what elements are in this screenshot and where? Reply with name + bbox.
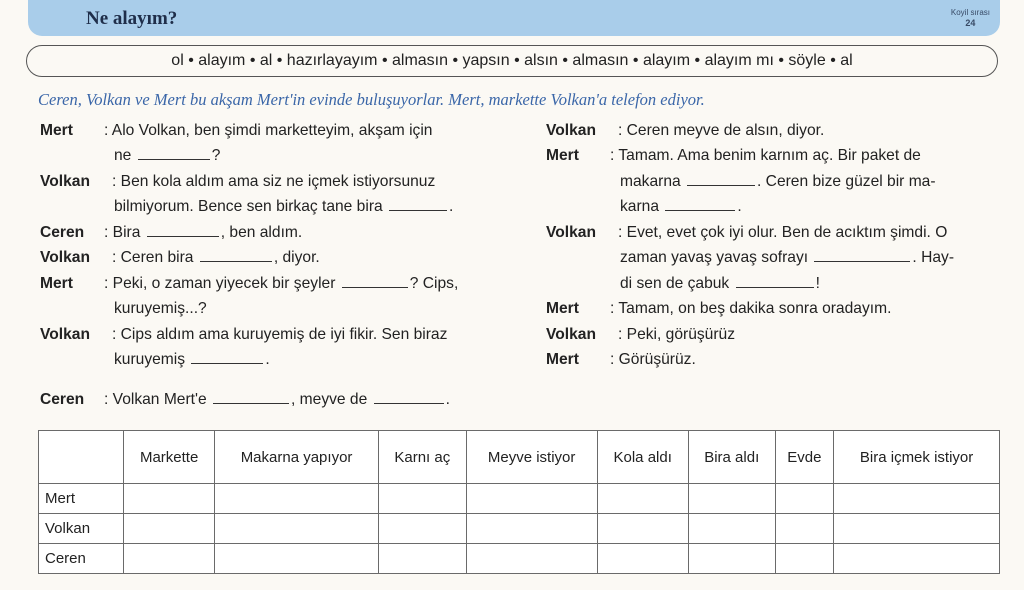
dialogue-line bbox=[546, 298, 891, 320]
line-text: ! bbox=[815, 275, 820, 292]
column-header: Karnı aç bbox=[378, 431, 466, 484]
line-text: ? Cips, bbox=[409, 275, 459, 292]
line-text: : Görüşürüz. bbox=[610, 351, 696, 368]
answer-table bbox=[38, 430, 1000, 574]
answer-cell[interactable] bbox=[597, 484, 688, 514]
dialogue-line bbox=[620, 196, 742, 218]
dialogue-line bbox=[40, 247, 320, 269]
speaker-name: Volkan bbox=[546, 224, 596, 241]
table-row bbox=[39, 544, 1000, 574]
line-text: . bbox=[445, 391, 450, 408]
page-title: Ne alayım? bbox=[86, 8, 178, 29]
table-row bbox=[39, 514, 1000, 544]
dialogue-line bbox=[40, 171, 435, 193]
speaker-name: Mert bbox=[40, 275, 73, 292]
line-text: karna bbox=[620, 198, 660, 215]
line-text: . bbox=[265, 351, 270, 368]
line-text: : Cips aldım ama kuruyemiş de iyi fikir. Sen biraz bbox=[112, 326, 448, 343]
column-header: Bira aldı bbox=[688, 431, 775, 484]
line-text: : Peki, o zaman yiyecek bir şeyler bbox=[104, 275, 336, 292]
answer-cell[interactable] bbox=[466, 544, 597, 574]
speaker-name: Volkan bbox=[40, 173, 90, 190]
line-text: : Ceren bira bbox=[112, 249, 194, 266]
speaker-name: Volkan bbox=[546, 122, 596, 139]
line-text: ne bbox=[114, 147, 132, 164]
line-text: : Ben kola aldım ama siz ne içmek istiyorsunuz bbox=[112, 173, 436, 190]
line-text: . Hay- bbox=[912, 249, 955, 266]
dialogue-line bbox=[40, 389, 450, 411]
dialogue-line bbox=[546, 349, 696, 371]
answer-cell[interactable] bbox=[466, 484, 597, 514]
answer-cell[interactable] bbox=[775, 514, 834, 544]
dialogue-left bbox=[40, 120, 520, 420]
answer-cell[interactable] bbox=[124, 544, 215, 574]
speaker-name: Mert bbox=[546, 147, 579, 164]
line-text: kuruyemiş bbox=[114, 351, 186, 368]
badge-number: 24 bbox=[965, 18, 976, 28]
dialogue-line bbox=[114, 145, 220, 167]
answer-blank[interactable] bbox=[147, 222, 219, 237]
dialogue-line bbox=[546, 145, 921, 167]
line-text: , meyve de bbox=[291, 391, 368, 408]
dialogue-line bbox=[40, 120, 432, 142]
corner-cell bbox=[39, 431, 124, 484]
answer-cell[interactable] bbox=[124, 514, 215, 544]
line-text: makarna bbox=[620, 173, 681, 190]
answer-blank[interactable] bbox=[814, 247, 910, 262]
speaker-name: Ceren bbox=[40, 391, 85, 408]
answer-cell[interactable] bbox=[466, 514, 597, 544]
dialogue-line bbox=[546, 120, 824, 142]
speaker-name: Volkan bbox=[40, 249, 90, 266]
answer-cell[interactable] bbox=[378, 484, 466, 514]
answer-cell[interactable] bbox=[688, 484, 775, 514]
answer-blank[interactable] bbox=[213, 389, 289, 404]
answer-blank[interactable] bbox=[374, 389, 444, 404]
line-text: zaman yavaş yavaş sofrayı bbox=[620, 249, 809, 266]
line-text: . bbox=[737, 198, 742, 215]
answer-blank[interactable] bbox=[389, 196, 447, 211]
row-label: Volkan bbox=[39, 514, 124, 544]
answer-cell[interactable] bbox=[378, 544, 466, 574]
dialogue-line bbox=[40, 222, 302, 244]
intro-text: Ceren, Volkan ve Mert bu akşam Mert'in evinde buluşuyorlar. Mert, markette Volkan'a telefon ediyor. bbox=[38, 90, 705, 109]
table-header-row bbox=[39, 431, 1000, 484]
speaker-name: Mert bbox=[40, 122, 73, 139]
column-header: Makarna yapıyor bbox=[215, 431, 379, 484]
line-text: : Tamam, on beş dakika sonra oradayım. bbox=[610, 300, 892, 317]
table-row bbox=[39, 484, 1000, 514]
answer-cell[interactable] bbox=[215, 514, 379, 544]
answer-blank[interactable] bbox=[687, 171, 755, 186]
dialogue-line bbox=[114, 196, 453, 218]
answer-cell[interactable] bbox=[597, 514, 688, 544]
answer-cell[interactable] bbox=[215, 544, 379, 574]
column-header: Markette bbox=[124, 431, 215, 484]
badge-label: Koyil sırası bbox=[950, 8, 990, 17]
dialogue-line bbox=[546, 324, 735, 346]
answer-cell[interactable] bbox=[124, 484, 215, 514]
speaker-name: Mert bbox=[546, 351, 579, 368]
dialogue-line bbox=[546, 222, 947, 244]
line-text: bilmiyorum. Bence sen birkaç tane bira bbox=[114, 198, 383, 215]
row-label: Ceren bbox=[39, 544, 124, 574]
answer-cell[interactable] bbox=[834, 544, 1000, 574]
column-header: Evde bbox=[775, 431, 834, 484]
line-text: , ben aldım. bbox=[220, 224, 303, 241]
line-text: . Ceren bize güzel bir ma- bbox=[757, 173, 936, 190]
speaker-name: Volkan bbox=[40, 326, 90, 343]
answer-cell[interactable] bbox=[834, 514, 1000, 544]
line-text: : Tamam. Ama benim karnım aç. Bir paket de bbox=[610, 147, 921, 164]
dialogue-line bbox=[40, 273, 458, 295]
title-bar bbox=[28, 0, 1000, 36]
dialogue-line bbox=[620, 247, 954, 269]
row-label: Mert bbox=[39, 484, 124, 514]
column-header: Bira içmek istiyor bbox=[834, 431, 1000, 484]
line-text: : Bira bbox=[104, 224, 141, 241]
answer-cell[interactable] bbox=[775, 484, 834, 514]
answer-cell[interactable] bbox=[834, 484, 1000, 514]
line-text: : Evet, evet çok iyi olur. Ben de acıktım şimdi. O bbox=[618, 224, 948, 241]
speaker-name: Mert bbox=[546, 300, 579, 317]
column-header: Kola aldı bbox=[597, 431, 688, 484]
answer-blank[interactable] bbox=[665, 196, 735, 211]
line-text: di sen de çabuk bbox=[620, 275, 730, 292]
answer-cell[interactable] bbox=[215, 484, 379, 514]
dialogue-line bbox=[620, 171, 936, 193]
line-text: : Volkan Mert'e bbox=[104, 391, 207, 408]
word-bank-text: ol • alayım • al • hazırlayayım • almasın • yapsın • alsın • almasın • alayım • alayım mı • söyle • al bbox=[171, 52, 853, 69]
word-bank bbox=[26, 45, 998, 77]
line-text: . bbox=[449, 198, 454, 215]
page-badge bbox=[951, 8, 990, 28]
answer-cell[interactable] bbox=[688, 544, 775, 574]
answer-cell[interactable] bbox=[597, 544, 688, 574]
answer-cell[interactable] bbox=[378, 514, 466, 544]
answer-blank[interactable] bbox=[191, 349, 263, 364]
speaker-name: Volkan bbox=[546, 326, 596, 343]
answer-blank[interactable] bbox=[736, 273, 814, 288]
line-text: , diyor. bbox=[273, 249, 320, 266]
dialogue-line bbox=[620, 273, 820, 295]
answer-blank[interactable] bbox=[138, 145, 210, 160]
line-text: : Ceren meyve de alsın, diyor. bbox=[618, 122, 825, 139]
column-header: Meyve istiyor bbox=[466, 431, 597, 484]
answer-cell[interactable] bbox=[688, 514, 775, 544]
speaker-name: Ceren bbox=[40, 224, 85, 241]
dialogue-line bbox=[114, 298, 207, 320]
answer-blank[interactable] bbox=[200, 247, 272, 262]
line-text: : Peki, görüşürüz bbox=[618, 326, 736, 343]
answer-blank[interactable] bbox=[342, 273, 408, 288]
dialogue-line bbox=[114, 349, 270, 371]
line-text: : Alo Volkan, ben şimdi marketteyim, akşam için bbox=[104, 122, 433, 139]
line-text: ? bbox=[211, 147, 221, 164]
dialogue-right bbox=[546, 120, 1006, 380]
dialogue-line bbox=[40, 324, 447, 346]
line-text: kuruyemiş...? bbox=[114, 300, 207, 317]
answer-cell[interactable] bbox=[775, 544, 834, 574]
